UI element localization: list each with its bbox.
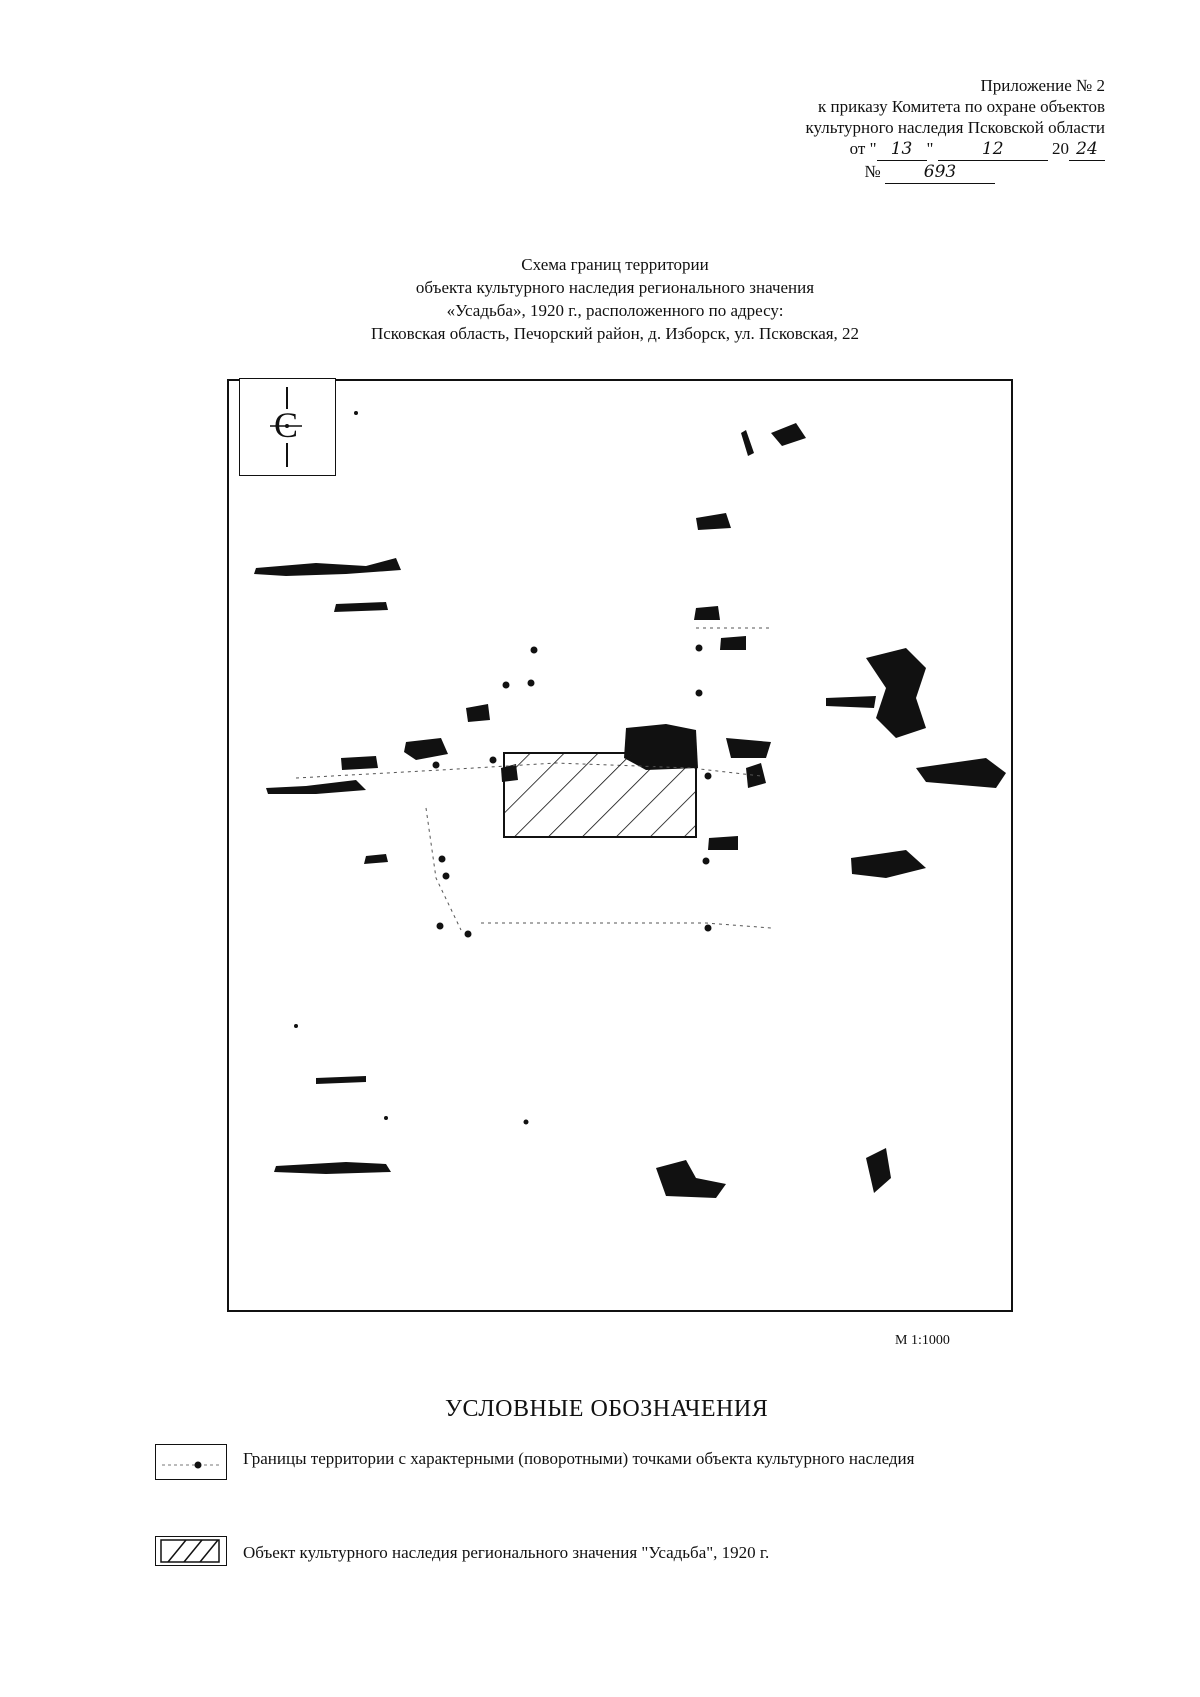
date-month: 12: [938, 139, 1048, 161]
order-date: от " 13 " 12 20 24: [705, 138, 1105, 161]
boundary-point-symbol: [155, 1444, 227, 1480]
order-number: № 693: [705, 161, 1105, 184]
order-header: [705, 75, 1105, 184]
scheme-title: [300, 253, 930, 345]
legend-heritage-text: Объект культурного наследия регионального значения "Усадьба", 1920 г.: [243, 1543, 770, 1562]
map-scale: М 1:1000: [895, 1333, 950, 1348]
title-line-3: «Усадьба», 1920 г., расположенного по адресу:: [446, 301, 784, 320]
appendix-label: Приложение № 2: [980, 76, 1105, 95]
heritage-object-area: [504, 753, 696, 837]
site-plan-map: [226, 378, 1014, 1313]
committee-name: культурного наследия Псковской области: [805, 118, 1105, 137]
hatched-area-symbol: [155, 1536, 227, 1566]
legend-boundary-text: Границы территории с характерными (поворотными) точками объекта культурного наследия: [243, 1449, 915, 1468]
map-frame: [226, 378, 1014, 1313]
legend-title: УСЛОВНЫЕ ОБОЗНАЧЕНИЯ: [445, 1396, 769, 1422]
title-line-4: Псковская область, Печорский район, д. Изборск, ул. Псковская, 22: [370, 324, 860, 343]
north-arrow-box: [239, 378, 336, 476]
title-line-1: Схема границ территории: [521, 255, 709, 274]
order-reference: к приказу Комитета по охране объектов: [818, 97, 1105, 116]
date-day: 13: [877, 139, 927, 161]
title-line-2: объекта культурного наследия регионального значения: [415, 278, 815, 297]
north-label: С: [274, 405, 299, 445]
order-number-value: 693: [885, 162, 995, 184]
date-year: 24: [1069, 139, 1105, 161]
